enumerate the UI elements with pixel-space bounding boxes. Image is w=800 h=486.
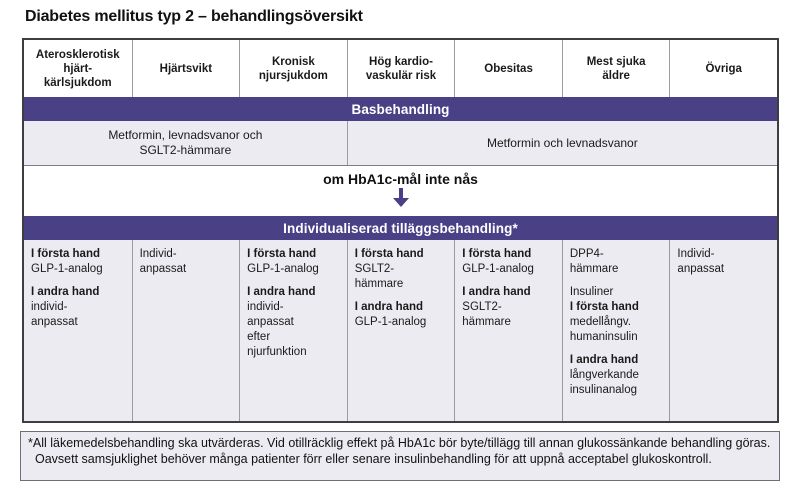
treatment-line: anpassat [677,263,725,275]
treatment-line: insulinanalog [569,384,637,396]
treatment-line: långverkande [569,369,639,381]
treatment-line: I första hand [354,248,424,260]
addon-cell-other [669,240,777,421]
treatment-line: hämmare [354,278,404,290]
column-header-cardiovascular-risk: Hög kardio- vaskulär risk [347,40,455,97]
footnote: *All läkemedelsbehandling ska utvärderas. Vid otillräcklig effekt på HbA1c bör byte/tillägg till annan glukossänkande behandling göras. Oavsett samsjuklighet behöver många patienter förr eller senare insulinbehandling för att uppnå acceptabel glukoskontroll. [20,431,780,481]
connector-row [24,165,777,216]
line-gap [570,345,666,353]
page-title: Diabetes mellitus typ 2 – behandlingsöversikt [25,8,363,25]
treatment-line: individ- [31,301,68,313]
treatment-line: DPP4- [569,248,604,260]
treatment-line: njurfunktion [247,346,307,358]
addon-cell-cardiovascular-risk [347,240,455,421]
treatment-line: anpassat [31,316,78,328]
treatment-line: hämmare [569,263,619,275]
treatment-line: Individ- [677,248,715,260]
treatment-line: GLP-1-analog [354,316,427,328]
treatment-line: humaninsulin [569,331,638,343]
treatment-line: medellångv. [569,316,631,328]
treatment-line: GLP-1-analog [462,263,534,275]
treatment-line: SGLT2- [462,301,502,313]
column-header-obesity: Obesitas [454,40,562,97]
treatment-line: I första hand [247,248,317,260]
treatment-line: Insuliner [569,286,614,298]
treatment-line: I första hand [462,248,532,260]
treatment-line: SGLT2- [354,263,395,275]
treatment-line: I andra hand [31,286,100,298]
column-header-kidney-disease: Kronisk njursjukdom [239,40,347,97]
line-gap [247,277,343,285]
base-treatment-row [24,121,777,165]
addon-cell-kidney-disease [239,240,347,421]
column-header-heart-failure: Hjärtsvikt [132,40,240,97]
addon-treatment-row [24,240,777,421]
addon-cell-obesity [454,240,562,421]
line-gap [462,277,558,285]
treatment-line: I andra hand [569,354,639,366]
line-gap [355,292,451,300]
column-header-row [24,40,777,97]
down-arrow-icon [388,188,414,208]
treatment-line: I andra hand [354,301,424,313]
column-header-other: Övriga [669,40,777,97]
addon-cell-frail-elderly [562,240,670,421]
treatment-line: anpassat [139,263,187,275]
treatment-line: GLP-1-analog [247,263,319,275]
treatment-line: hämmare [462,316,511,328]
treatment-line: efter [247,331,271,343]
treatment-line: I första hand [569,301,639,313]
treatment-line: I första hand [31,248,101,260]
connector-text: om HbA1c-mål inte nås [323,171,478,187]
addon-treatment-banner: Individualiserad tilläggsbehandling* [24,216,777,240]
line-gap [31,277,128,285]
column-header-frail-elderly: Mest sjuka äldre [562,40,670,97]
line-gap [570,277,666,285]
addon-cell-heart-failure [132,240,240,421]
treatment-line: GLP-1-analog [31,263,103,275]
treatment-line: Individ- [139,248,177,260]
base-treatment-left-cell: Metformin, levnadsvanor och SGLT2-hämmare [108,128,263,157]
addon-cell-atherosclerotic [24,240,132,421]
base-treatment-banner: Basbehandling [24,97,777,121]
treatment-line: I andra hand [462,286,531,298]
treatment-line: anpassat [247,316,294,328]
base-treatment-right-cell: Metformin och levnadsvanor [347,121,777,165]
column-header-atherosclerotic: Aterosklerotisk hjärt- kärlsjukdom [24,40,132,97]
treatment-line: I andra hand [247,286,316,298]
treatment-line: individ- [247,301,284,313]
treatment-overview-table [22,38,779,423]
